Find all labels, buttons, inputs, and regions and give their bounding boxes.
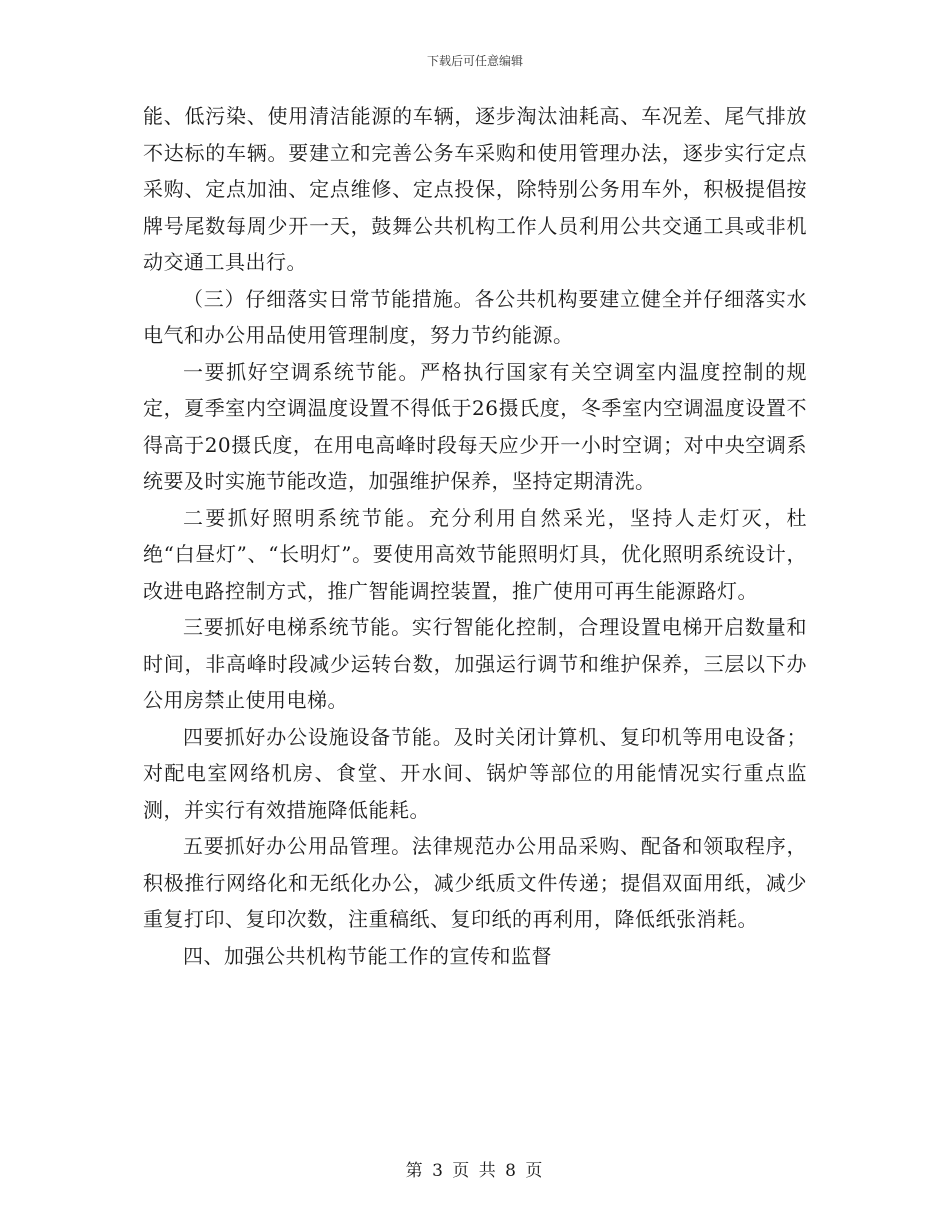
paragraph-office-equipment: 四要抓好办公设施设备节能。及时关闭计算机、复印机等用电设备；对配电室网络机房、食堂、开水间、锅炉等部位的用能情况实行重点监测，并实行有效措施降低能耗。 <box>143 724 807 822</box>
paragraph-air-conditioning: 一要抓好空调系统节能。严格执行国家有关空调室内温度控制的规定，夏季室内空调温度设置不得低于26摄氏度，冬季室内空调温度设置不得高于20摄氏度，在用电高峰时段每天应少开一小时空调；对中央空调系统要及时实施节能改造，加强维护保养，坚持定期清洗。 <box>143 359 807 493</box>
paragraph-lighting: 二要抓好照明系统节能。充分利用自然采光，坚持人走灯灭，杜绝“白昼灯”、“长明灯”。要使用高效节能照明灯具，优化照明系统设计，改进电路控制方式，推广智能调控装置，推广使用可再生能源路灯。 <box>143 505 807 603</box>
paragraph-office-supplies: 五要抓好办公用品管理。法律规范办公用品采购、配备和领取程序，积极推行网络化和无纸化办公，减少纸质文件传递；提倡双面用纸，减少重复打印、复印次数，注重稿纸、复印纸的再利用，降低纸张消耗。 <box>143 834 807 931</box>
paragraph-daily-measures: （三）仔细落实日常节能措施。各公共机构要建立健全并仔细落实水电气和办公用品使用管理制度，努力节约能源。 <box>143 286 807 347</box>
paragraph-vehicles: 能、低污染、使用清洁能源的车辆，逐步淘汰油耗高、车况差、尾气排放不达标的车辆。要建立和完善公务车采购和使用管理办法，逐步实行定点采购、定点加油、定点维修、定点投保，除特别公务用车外，积极提倡按牌号尾数每周少开一天，鼓舞公共机构工作人员利用公共交通工具或非机动交通工具出行。 <box>143 104 807 274</box>
page-header: 下载后可任意编辑 <box>426 54 523 68</box>
section-heading-publicity: 四、加强公共机构节能工作的宣传和监督 <box>183 943 552 968</box>
document-body <box>143 98 807 974</box>
paragraph-elevator: 三要抓好电梯系统节能。实行智能化控制，合理设置电梯开启数量和时间，非高峰时段减少运转台数，加强运行调节和维护保养，三层以下办公用房禁止使用电梯。 <box>143 615 807 712</box>
page-number: 第 3 页 共 8 页 <box>405 1161 545 1181</box>
